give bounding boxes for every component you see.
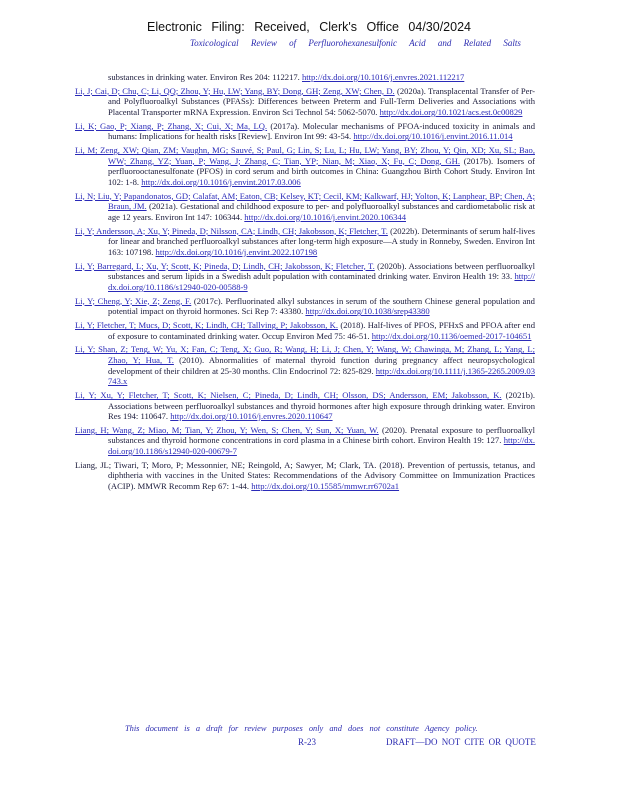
filing-stamp: Electronic Filing: Received, Clerk's Office 04/30/2024 [147,20,471,34]
reference-entry [75,344,535,386]
reference-citation: (2022b). Determinants of serum half-lives for linear and branched perfluoroalkyl substances after long-term high exposure—A study in Ronneby, Sweden. Environ Int 163: 107198. [108,225,535,257]
reference-entry [75,145,535,187]
doi-link[interactable]: http://dx.doi.org/10.1016/j.envint.2017.03.006 [141,176,301,187]
doi-link[interactable]: http://dx.doi.org/10.1038/srep43380 [305,306,430,317]
reference-citation: (2021b). Associations between perfluoroalkyl substances and thyroid hormones after high exposure through drinking water. Environ Res 194: 110647. [108,389,535,422]
reference-entry [75,191,535,223]
reference-entry [75,296,535,317]
reference-entry [75,86,535,118]
reference-citation: (2017b). Isomers of perfluorooctanesulfonate (PFOS) in cord serum and birth outcomes in China: Guangzhou Birth Cohort Study. Environ Int 102: 1-8. [108,155,535,187]
reference-entry [75,261,535,293]
document-subtitle: Toxicological Review of Perfluorohexanesulfonic Acid and Related Salts [190,38,521,48]
reference-citation: (2017c). Perfluorinated alkyl substances in serum of the southern Chinese general population and potential impact on thyroid hormones. Sci Rep 7: 43380. [108,295,535,317]
reference-citation: (2017a). Molecular mechanisms of PFOA-induced toxicity in animals and humans: Implications for health risks [Review]. Environ Int 99: 43-54. [108,120,535,142]
draft-disclaimer: This document is a draft for review purposes only and does not constitute Agency policy. [125,724,478,733]
reference-authors[interactable]: Li, Y; Barregard, L; Xu, Y; Scott, K; Pineda, D; Lindh, CH; Jakobsson, K; Fletcher, T. [75,260,375,271]
doi-link[interactable]: http://dx.doi.org/10.1186/s12940-020-00588-9 [108,271,535,292]
doi-link[interactable]: http://dx.doi.org/10.1016/j.envint.2022.107198 [155,246,318,257]
doi-link[interactable]: http://dx.doi.org/10.1016/j.envint.2020.106344 [244,211,406,222]
reference-authors[interactable]: Li, J; Cai, D; Chu, C; Li, QQ; Zhou, Y; Hu, LW; Yang, BY; Dong, GH; Zeng, XW; Chen, D. [75,85,395,96]
reference-citation: (2020b). Associations between perfluoroalkyl substances and serum lipids in a Swedish adult population with contaminated drinking water. Environ Health 19: 33. [108,260,535,282]
reference-citation: (2020a). Transplacental Transfer of Per- and Polyfluoroalkyl Substances (PFASs): Differences between Preterm and Full-Term Deliveries and Associations with Placental Transporter mRNA Expression. Environ Sci Technol 54: 5062-5070. [108,85,535,117]
doi-link[interactable]: http://dx.doi.org/10.1016/j.envint.2016.11.014 [353,131,513,142]
reference-citation: (2021a). Gestational and childhood exposure to per- and polyfluoroalkyl substances and cardiometabolic risk at age 12 years. Environ Int 147: 106344. [108,201,535,222]
doi-link[interactable]: http://dx.doi.org/10.1016/j.envres.2020.110647 [170,411,333,422]
doi-link[interactable]: http://dx.doi.org/10.1021/acs.est.0c00829 [379,106,523,117]
doi-link[interactable]: http://dx.doi.org/10.1136/oemed-2017-104651 [371,330,532,341]
reference-entry [75,72,535,83]
reference-citation: (2010). Abnormalities of maternal thyroid function during pregnancy affect neuropsychological development of their children at 25-30 months. Clin Endocrinol 72: 825-829. [108,354,535,376]
reference-entry [75,460,535,492]
reference-entry [75,390,535,422]
reference-authors[interactable]: Li, Y; Andersson, A; Xu, Y; Pineda, D; Nilsson, CA; Lindh, CH; Jakobsson, K; Fletcher, T. [75,225,388,236]
reference-authors[interactable]: Li, Y; Fletcher, T; Mucs, D; Scott, K; Lindh, CH; Tallving, P; Jakobsson, K. [75,319,339,330]
reference-authors[interactable]: Li, M; Zeng, XW; Qian, ZM; Vaughn, MG; Sauvé, S; Paul, G; Lin, S; Lu, L; Hu, LW; Yang, BY; Zhou, Y; Qin, XD; Xu, SL; Bao, WW; Zhang, YZ; Yuan, P; Wang, J; Zhang, C; Tian, YP; Nian, M; Xiao, X; Fu, C; Dong, GH. [75,145,535,166]
reference-citation: (2020). Prenatal exposure to perfluoroalkyl substances and thyroid hormone concentrations in cord plasma in a Chinese birth cohort. Environ Health 19: 127. [108,424,535,446]
reference-authors[interactable]: Li, K; Gao, P; Xiang, P; Zhang, X; Cui, X; Ma, LQ. [75,120,268,131]
reference-entry [75,320,535,341]
reference-entry [75,425,535,457]
reference-authors[interactable]: Li, Y; Shan, Z; Teng, W; Yu, X; Fan, C; Teng, X; Guo, R; Wang, H; Li, J; Chen, Y; Wang, W; Chawinga, M; Zhang, L; Yang, L; Zhao, Y; Hua, T. [75,344,535,365]
reference-citation: (2018). Half-lives of PFOS, PFHxS and PFOA after end of exposure to contaminated drinking water. Occup Environ Med 75: 46-51. [108,319,535,341]
draft-notice: DRAFT—DO NOT CITE OR QUOTE [386,737,536,747]
reference-entry [75,226,535,258]
doi-link[interactable]: http://dx.doi.org/10.1016/j.envres.2021.112217 [301,72,465,82]
reference-list [75,72,535,495]
reference-entry [75,121,535,142]
doi-link[interactable]: http://dx.doi.org/10.1186/s12940-020-00679-7 [108,435,536,457]
doi-link[interactable]: http://dx.doi.org/10.1111/j.1365-2265.2009.03743.x [108,365,536,387]
reference-authors[interactable]: Li, Y; Xu, Y; Fletcher, T; Scott, K; Nielsen, C; Pineda, D; Lindh, CH; Olsson, DS; Andersson, EM; Jakobsson, K. [75,389,502,400]
reference-authors[interactable]: Li, N; Liu, Y; Papandonatos, GD; Calafat, AM; Eaton, CB; Kelsey, KT; Cecil, KM; Kalkwarf, HJ; Yolton, K; Lanphear, BP; Chen, A; Braun, JM. [75,190,535,212]
reference-authors[interactable]: Liang, H; Wang, Z; Miao, M; Tian, Y; Zhou, Y; Wen, S; Chen, Y; Sun, X; Yuan, W. [75,424,379,435]
reference-citation: substances in drinking water. Environ Res 204: 112217. [108,72,300,82]
reference-authors[interactable]: Li, Y; Cheng, Y; Xie, Z; Zeng, F. [75,295,192,306]
reference-citation: (2018). Prevention of pertussis, tetanus, and diphtheria with vaccines in the United States: Recommendations of the Advisory Committee on Immunization Practices (ACIP). MMWR Recomm Rep 67: 1-44. [108,459,535,492]
reference-authors: Liang, JL; Tiwari, T; Moro, P; Messonnier, NE; Reingold, A; Sawyer, M; Clark, TA. [75,459,377,470]
page-number: R-23 [298,737,316,747]
doi-link[interactable]: http://dx.doi.org/10.15585/mmwr.rr6702a1 [251,481,400,492]
